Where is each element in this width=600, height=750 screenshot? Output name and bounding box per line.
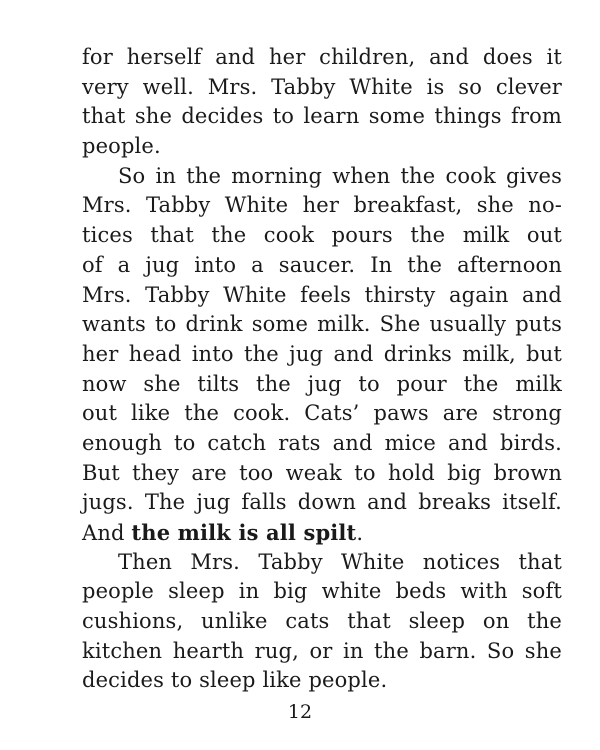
text-line: that she decides to learn some things from [82, 104, 562, 129]
text-line: cushions, unlike cats that sleep on the [82, 609, 562, 634]
page-number: 12 [287, 701, 313, 723]
text-line: people sleep in big white beds with soft [82, 579, 562, 604]
text-line: tices that the cook pours the milk out [82, 223, 562, 248]
text-line: decides to sleep like people. [82, 668, 388, 693]
text-line: kitchen hearth rug, or in the barn. So she [82, 638, 562, 663]
text-line: people. [82, 134, 161, 159]
paragraph-3 [82, 548, 562, 696]
text-line: for herself and her children, and does it [82, 45, 562, 69]
text-line: enough to catch rats and mice and birds. [82, 430, 562, 455]
text-line: out like the cook. Cats’ paws are strong [82, 401, 562, 426]
paragraph-1 [82, 43, 562, 162]
text-line: her head into the jug and drinks milk, but [82, 341, 562, 366]
bold-phrase: the milk is all spilt [131, 520, 357, 545]
text-line: So in the morning when the cook gives [118, 163, 562, 188]
text-line: But they are too weak to hold big brown [82, 460, 562, 485]
text-suffix: . [356, 521, 364, 545]
text-line: Mrs. Tabby White feels thirsty again and [82, 282, 562, 307]
text-prefix: And [82, 521, 132, 545]
text-line: jugs. The jug falls down and breaks itself. [82, 490, 562, 515]
text-line: Mrs. Tabby White her breakfast, she no- [82, 193, 562, 218]
text-line: wants to drink some milk. She usually puts [82, 312, 562, 337]
text-line: very well. Mrs. Tabby White is so clever [82, 74, 562, 99]
text-line: of a jug into a saucer. In the afternoon [82, 252, 562, 277]
text-line-emphasis [82, 518, 562, 548]
text-line: now she tilts the jug to pour the milk [82, 371, 562, 396]
paragraph-2 [82, 162, 562, 548]
text-line: Then Mrs. Tabby White notices that [118, 549, 562, 574]
page-body [82, 43, 562, 696]
